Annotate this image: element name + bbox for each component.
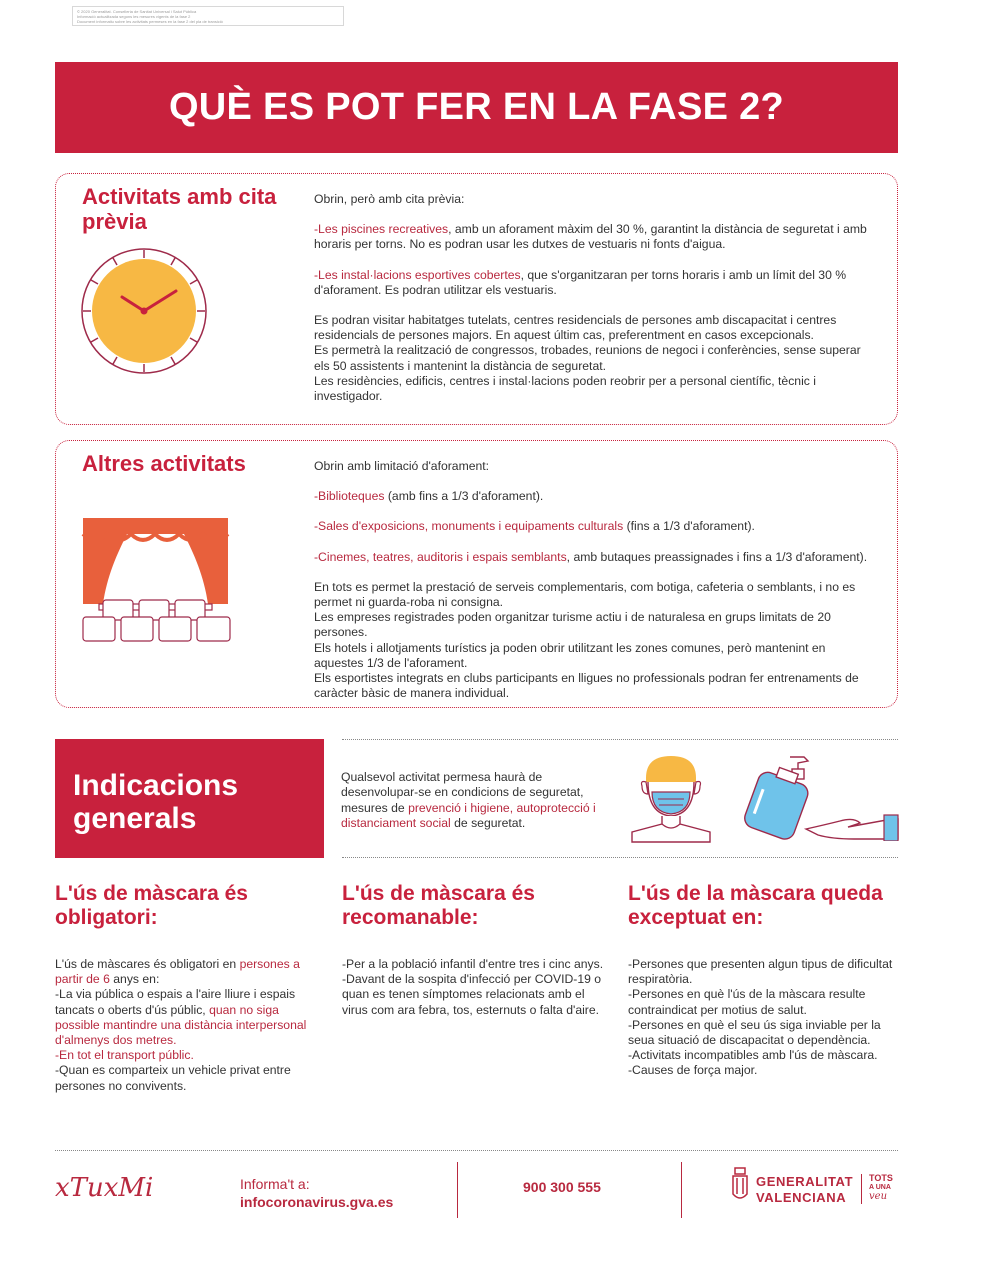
clock-icon [80, 247, 208, 375]
item-highlight: -Les instal·lacions esportives cobertes [314, 267, 521, 282]
section-intro: Obrin amb limitació d'aforament: [314, 459, 490, 473]
phone-number[interactable]: 900 300 555 [523, 1179, 601, 1195]
text-fragment: Qualsevol activitat permesa haurà de desenvolupar-se en condicions de seguretat, mesures de [341, 770, 584, 815]
logo-separator [861, 1174, 862, 1204]
divider [342, 739, 898, 740]
generalitat-name-line2: VALENCIANA [756, 1190, 847, 1205]
masked-person-icon [628, 752, 714, 844]
column-title: L'ús de la màscara queda exceptuat en: [628, 882, 883, 929]
appointment-activities-card [55, 173, 898, 425]
column-text: -Davant de la sospita d'infecció per COVID-19 o quan es tenen símptomes relacionats amb el virus com ara febra, tos, esternuts o falta d'aire. [342, 972, 602, 1017]
column-text: -Persones en què l'ús de la màscara resulte contraindicat per motius de salut. [628, 987, 866, 1017]
logo-lettering: xTuxMi [55, 1173, 154, 1203]
text-fragment: anys en: [109, 972, 160, 987]
section-title: Indicacions generals [73, 769, 239, 835]
paragraph: Les empreses registrades poden organitzar turisme actiu i de naturalesa en grups limitats de 20 persones. [314, 610, 831, 640]
list-item [314, 489, 874, 504]
other-activities-card [55, 440, 898, 708]
column-text: -Persones en què el seu ús siga inviable per la seua situació de discapacitat o dependència. [628, 1017, 881, 1048]
slogan-line1: TOTS [869, 1173, 893, 1183]
footer-divider [55, 1150, 898, 1151]
column-text: -Persones que presenten algun tipus de dificultat respiratòria. [628, 957, 893, 987]
divider [342, 857, 898, 858]
paragraph: En tots es permet la prestació de serveis complementaris, com botiga, cafeteria o semblants, i no es permet ni guarda-roba ni consigna. [314, 579, 856, 610]
column-text [55, 987, 325, 1048]
item-highlight: -Biblioteques [314, 489, 385, 504]
section-title: Activitats amb cita prèvia [82, 184, 277, 234]
paragraph: Els hotels i allotjaments turístics ja poden obrir utilitzant les zones comunes, però mantenint en aquestes 1/3 de l'aforament. [314, 640, 826, 670]
general-indications-banner [55, 739, 324, 858]
paragraph: Les residències, edificis, centres i instal·lacions poden reobrir per a personal científic, tècnic i investigador. [314, 373, 816, 404]
mask-mandatory-column [55, 882, 325, 1094]
column-text: -Per a la població infantil d'entre tres i cinc anys. [342, 957, 604, 971]
meta-line: Informació actualitzada segons les mesures vigents de la fase 2 [77, 14, 191, 19]
list-item [314, 550, 874, 565]
indications-text [341, 770, 619, 831]
section-intro: Obrin, però amb cita prèvia: [314, 192, 465, 206]
paragraph: Els esportistes integrats en clubs participants en lligues no professionals podran fer entrenaments de caràcter bàsic de manera individual. [314, 671, 859, 701]
column-title: L'ús de màscara és recomanable: [342, 882, 535, 929]
generalitat-name-line1: GENERALITAT [756, 1174, 854, 1189]
column-text: -Activitats incompatibles amb l'ús de màscara. [628, 1048, 878, 1063]
footer-separator [681, 1162, 682, 1218]
section-body [314, 459, 874, 701]
document-meta [72, 6, 344, 26]
column-text: -En tot el transport públic. [55, 1048, 194, 1063]
generalitat-shield-icon [731, 1164, 749, 1204]
text-fragment: -La via pública o espais a l'aire lliure i espais tancats o oberts d'ús públic, [55, 987, 296, 1017]
item-highlight: -Cinemes, teatres, auditoris i espais semblants [314, 549, 567, 564]
text-fragment: de seguretat. [450, 815, 526, 830]
title-banner [55, 62, 898, 153]
text-highlight: quan no siga possible mantindre una distància interpersonal d'almenys dos metres. [55, 1002, 307, 1048]
slogan-line3: veu [869, 1191, 888, 1202]
paragraph: Es permetrà la realització de congressos, trobades, reunions de negoci i conferències, sense superar els 50 assistents i mantenint la distància de seguretat. [314, 343, 861, 373]
list-item [314, 268, 874, 298]
paragraph: Es podran visitar habitatges tutelats, centres residencials de persones amb discapacitat i centres residencials de persones majors. En aquest últim cas, preferentment en casos excepcionals. [314, 313, 837, 343]
page-title: QUÈ ES POT FER EN LA FASE 2? [168, 86, 785, 128]
column-text: -Causes de força major. [628, 1063, 758, 1078]
section-body [314, 192, 874, 404]
meta-line: Document informatiu sobre les activitats permeses en la fase 2 del pla de transició [77, 19, 223, 24]
text-highlight: prevenció i higiene, autoprotecció i distanciament social [341, 800, 596, 830]
list-item [314, 222, 874, 252]
text-fragment: L'ús de màscares és obligatori en [55, 957, 240, 971]
slogan-line2: A UNA [869, 1184, 891, 1191]
theater-icon [81, 516, 233, 644]
hand-sanitizer-icon [742, 755, 900, 841]
column-title: L'ús de màscara és obligatori: [55, 882, 248, 929]
text-highlight: persones a partir de 6 [55, 957, 300, 987]
item-text: (fins a 1/3 d'aforament). [623, 519, 755, 534]
mask-exempt-column [628, 882, 898, 1079]
column-text [55, 957, 325, 987]
item-text: , que s'organitzaran per torns horaris i amb un límit del 30 % d'aforament. Es podran utilitzar els vestuaris. [314, 267, 847, 297]
footer-separator [457, 1162, 458, 1218]
mask-recommended-column [342, 882, 612, 1018]
info-label: Informa't a: [240, 1176, 310, 1192]
section-title: Altres activitats [82, 451, 246, 476]
item-text: , amb butaques preassignades i fins a 1/3 d'aforament). [566, 549, 868, 564]
item-text: (amb fins a 1/3 d'aforament). [384, 489, 544, 504]
info-url-link[interactable]: infocoronavirus.gva.es [240, 1194, 394, 1210]
tu-mi-logo [55, 1166, 159, 1208]
list-item [314, 519, 874, 534]
item-highlight: -Sales d'exposicions, monuments i equipaments culturals [314, 519, 624, 534]
item-highlight: -Les piscines recreatives [314, 222, 449, 237]
item-text: , amb un aforament màxim del 30 %, garantint la distància de seguretat i amb horaris per torns. No es podran usar les dutxes de vestuaris ni fonts d'aigua. [314, 222, 867, 252]
meta-line: © 2020 Generalitat. Conselleria de Sanitat Universal i Salut Pública [77, 9, 197, 14]
column-text: -Quan es comparteix un vehicle privat entre persones no convivents. [55, 1063, 291, 1093]
